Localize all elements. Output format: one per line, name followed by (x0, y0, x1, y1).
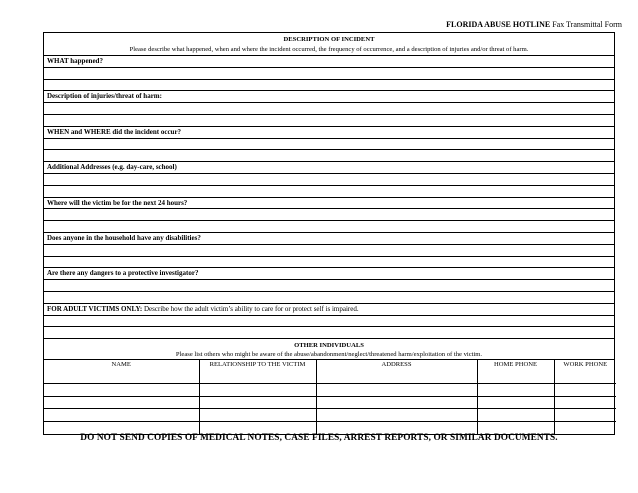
relationship-cell[interactable] (199, 421, 316, 433)
adult-victims-line[interactable] (44, 316, 614, 328)
victim-location-line[interactable] (44, 209, 614, 221)
incident-form (43, 32, 615, 435)
relationship-cell[interactable] (199, 384, 316, 397)
table-row (44, 384, 616, 397)
relationship-cell[interactable] (199, 409, 316, 422)
injuries-label: Description of injuries/threat of harm: (44, 91, 614, 103)
address-cell[interactable] (316, 384, 477, 397)
description-instructions: Please describe what happened, when and where the incident occurred, the frequency of occurrence, and a description of injuries and/or threat of harm. (129, 45, 529, 53)
adult-victims-label (44, 304, 614, 316)
additional-addresses-line[interactable] (44, 174, 614, 186)
table-row (44, 396, 616, 409)
form-subtitle: Fax Transmittal Form (550, 20, 622, 29)
column-header-work-phone: WORK PHONE (554, 360, 616, 384)
dangers-label: Are there any dangers to a protective investigator? (44, 268, 614, 280)
form-header (446, 20, 622, 29)
other-individuals-title: OTHER INDIVIDUALS (294, 342, 364, 350)
table-row (44, 421, 616, 433)
victim-location-label: Where will the victim be for the next 24 hours? (44, 198, 614, 210)
injuries-line[interactable] (44, 103, 614, 115)
disabilities-label: Does anyone in the household have any disabilities? (44, 233, 614, 245)
what-happened-label: WHAT happened? (44, 56, 614, 68)
name-cell[interactable] (44, 421, 199, 433)
column-header-relationship: RELATIONSHIP TO THE VICTIM (199, 360, 316, 384)
hotline-title: FLORIDA ABUSE HOTLINE (446, 20, 551, 29)
description-title: DESCRIPTION OF INCIDENT (283, 36, 375, 43)
name-cell[interactable] (44, 384, 199, 397)
work-phone-cell[interactable] (554, 409, 616, 422)
injuries-line[interactable] (44, 115, 614, 127)
address-cell[interactable] (316, 409, 477, 422)
adult-victims-title: FOR ADULT VICTIMS ONLY: (47, 304, 143, 313)
column-header-address: ADDRESS (316, 360, 477, 384)
name-cell[interactable] (44, 409, 199, 422)
disabilities-line[interactable] (44, 257, 614, 269)
column-header-home-phone: HOME PHONE (477, 360, 554, 384)
additional-addresses-line[interactable] (44, 186, 614, 198)
when-where-label: WHEN and WHERE did the incident occur? (44, 127, 614, 139)
home-phone-cell[interactable] (477, 396, 554, 409)
other-individuals-header (44, 339, 614, 360)
table-header-row (44, 360, 616, 384)
victim-location-line[interactable] (44, 221, 614, 233)
home-phone-cell[interactable] (477, 409, 554, 422)
address-cell[interactable] (316, 421, 477, 433)
description-header (44, 33, 614, 56)
other-individuals-table (44, 360, 616, 433)
disabilities-line[interactable] (44, 245, 614, 257)
additional-addresses-label: Additional Addresses (e.g. day-care, school) (44, 162, 614, 174)
what-happened-line[interactable] (44, 80, 614, 92)
work-phone-cell[interactable] (554, 421, 616, 433)
work-phone-cell[interactable] (554, 396, 616, 409)
name-cell[interactable] (44, 396, 199, 409)
address-cell[interactable] (316, 396, 477, 409)
home-phone-cell[interactable] (477, 384, 554, 397)
when-where-line[interactable] (44, 150, 614, 162)
what-happened-line[interactable] (44, 68, 614, 80)
adult-victims-line[interactable] (44, 327, 614, 339)
table-row (44, 409, 616, 422)
adult-victims-instructions: Describe how the adult victim’s ability to care for or protect self is impaired. (142, 304, 359, 313)
when-where-line[interactable] (44, 139, 614, 151)
home-phone-cell[interactable] (477, 421, 554, 433)
other-individuals-instructions: Please list others who might be aware of the abuse/abandonment/neglect/threatened harm/exploitation of the victim. (175, 351, 483, 359)
column-header-name: NAME (44, 360, 199, 384)
work-phone-cell[interactable] (554, 384, 616, 397)
relationship-cell[interactable] (199, 396, 316, 409)
footer-warning: DO NOT SEND COPIES OF MEDICAL NOTES, CASE FILES, ARREST REPORTS, OR SIMILAR DOCUMENTS. (80, 433, 558, 443)
dangers-line[interactable] (44, 280, 614, 292)
dangers-line[interactable] (44, 292, 614, 304)
